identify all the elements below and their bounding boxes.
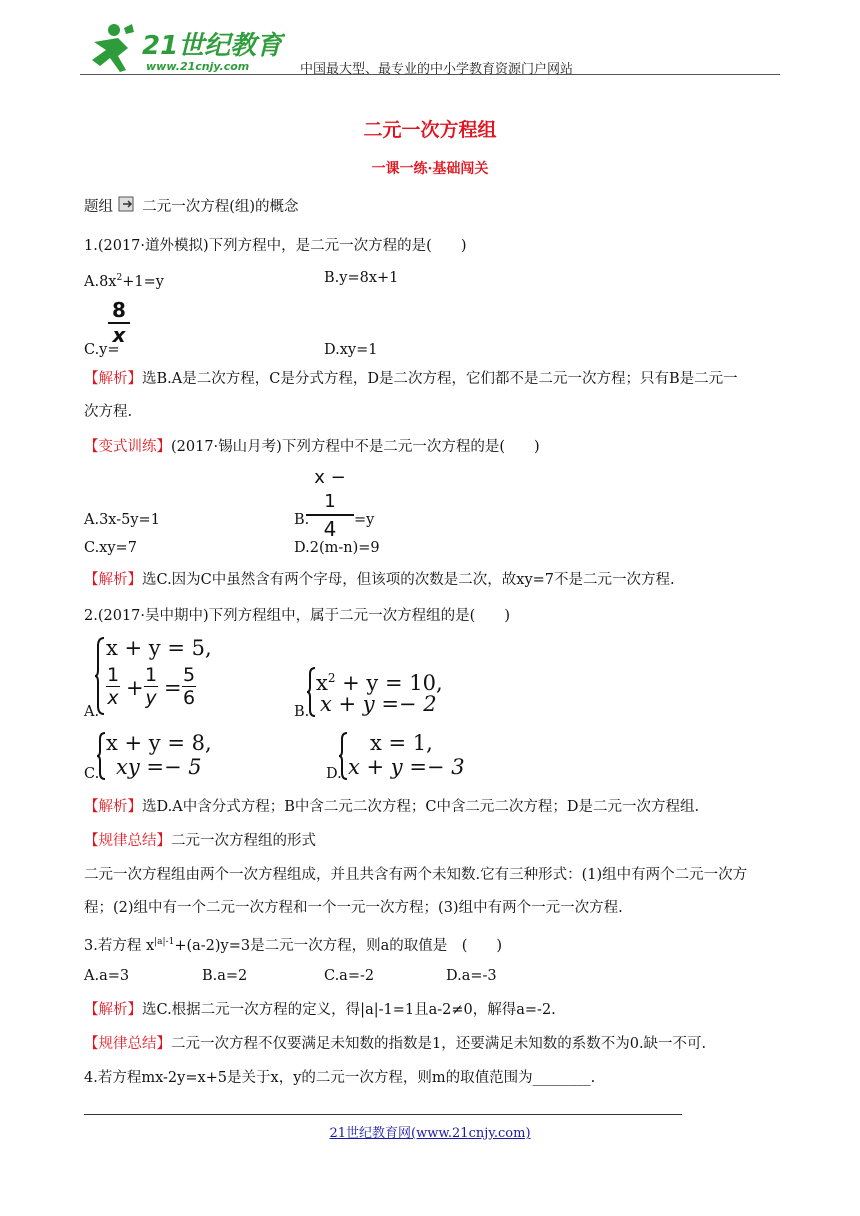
rule-summary-1: 【规律总结】二元一次方程组的形式 bbox=[84, 833, 316, 849]
topic-heading: 题组 二元一次方程(组)的概念 bbox=[84, 196, 299, 218]
q3-option-a: A.a=3 bbox=[84, 968, 130, 984]
runner-icon bbox=[92, 24, 134, 72]
footer-link[interactable]: 21世纪教育网(www.21cnjy.com) bbox=[329, 1126, 531, 1141]
site-tagline: 中国最大型、最专业的中小学教育资源门户网站 bbox=[300, 62, 574, 77]
q3-option-d: D.a=-3 bbox=[446, 968, 497, 984]
question-3: 3.若方程 $x^{|a|-1}+(a-2)y=3$是二元一次方程，则a的取值是 ( ) bbox=[84, 937, 503, 954]
question-2: 2.(2017·吴中期中)下列方程组中，属于二元一次方程组的是( ) bbox=[84, 608, 510, 624]
header-divider bbox=[80, 74, 780, 75]
topic-arrow-icon bbox=[118, 196, 138, 218]
variant-option-b: B. bbox=[294, 512, 310, 528]
svg-text:www.21cnjy.com: www.21cnjy.com bbox=[146, 60, 250, 73]
answer-1-cont: 次方程. bbox=[84, 404, 133, 420]
rule-summary-1-text: 二元一次方程组由两个一次方程组成，并且共含有两个未知数.它有三种形式：(1)组中有两个二元一次方 bbox=[84, 867, 748, 883]
variant-b-fraction: x − 1 4 bbox=[306, 466, 354, 542]
page-title: 二元一次方程组 bbox=[363, 119, 497, 141]
q1-option-a: $A.8x^2+1=y$ bbox=[84, 273, 164, 290]
variant-option-d: D.2(m-n)=9 bbox=[294, 540, 380, 556]
question-4: 4.若方程mx-2y=x+5是关于x，y的二元一次方程，则m的取值范围为________. bbox=[84, 1070, 596, 1086]
q3-option-c: C.a=-2 bbox=[324, 968, 375, 984]
q2-option-b-label: B. bbox=[294, 704, 310, 720]
q2-option-d-label: D. bbox=[326, 766, 342, 782]
variant-option-a: A.3x-5y=1 bbox=[84, 512, 160, 528]
q1-option-b: B.y=8x+1 bbox=[324, 270, 399, 286]
variant-answer: 【解析】选C.因为C中虽然含有两个字母，但该项的次数是二次，故xy=7不是二元一次方程. bbox=[84, 572, 675, 588]
footer-divider bbox=[84, 1114, 682, 1115]
q1-option-d: D.xy=1 bbox=[324, 342, 378, 358]
q2-option-b-system: $x^2 + y = 10$, x + y =− 2 bbox=[306, 666, 446, 718]
q2-option-c-system: x + y = 8, xy =− 5 bbox=[96, 731, 226, 781]
rule-summary-1-cont: 程；(2)组中有一个二元一次方程和一个一元一次方程；(3)组中有两个一元一次方程. bbox=[84, 900, 623, 916]
q1-c-fraction: 8 x bbox=[108, 298, 130, 346]
q2-option-d-system: x = 1, x + y =− 3 bbox=[338, 731, 468, 781]
rule-summary-2: 【规律总结】二元一次方程不仅要满足未知数的指数是1，还要满足未知数的系数不为0.缺一不可. bbox=[84, 1036, 707, 1052]
question-1: 1.(2017·道外模拟)下列方程中，是二元一次方程的是( ) bbox=[84, 238, 467, 254]
q1-option-c: C.y= bbox=[84, 342, 120, 358]
page-subtitle: 一课一练·基础闯关 bbox=[371, 161, 489, 177]
q3-option-b: B.a=2 bbox=[202, 968, 248, 984]
variant-question: 【变式训练】(2017·锡山月考)下列方程中不是二元一次方程的是( ) bbox=[84, 439, 540, 455]
svg-text:21世纪教育: 21世纪教育 bbox=[142, 31, 283, 61]
answer-2: 【解析】选D.A中含分式方程；B中含二元二次方程；C中含二元二次方程；D是二元一次方程组. bbox=[84, 799, 700, 815]
q2-option-c-label: C. bbox=[84, 766, 100, 782]
q2-option-a-system: x + y = 5, 1 x + 1 y = 5 6 bbox=[94, 636, 214, 716]
answer-1: 【解析】选B.A是二次方程，C是分式方程，D是二次方程，它们都不是二元一次方程；只有B是二元一 bbox=[84, 371, 738, 387]
variant-b-rhs: =y bbox=[354, 512, 375, 528]
variant-option-c: C.xy=7 bbox=[84, 540, 137, 556]
site-logo bbox=[80, 20, 285, 76]
answer-3: 【解析】选C.根据二元一次方程的定义，得|a|-1=1且a-2≠0，解得a=-2. bbox=[84, 1002, 556, 1018]
q2-option-a-label: A. bbox=[84, 704, 100, 720]
